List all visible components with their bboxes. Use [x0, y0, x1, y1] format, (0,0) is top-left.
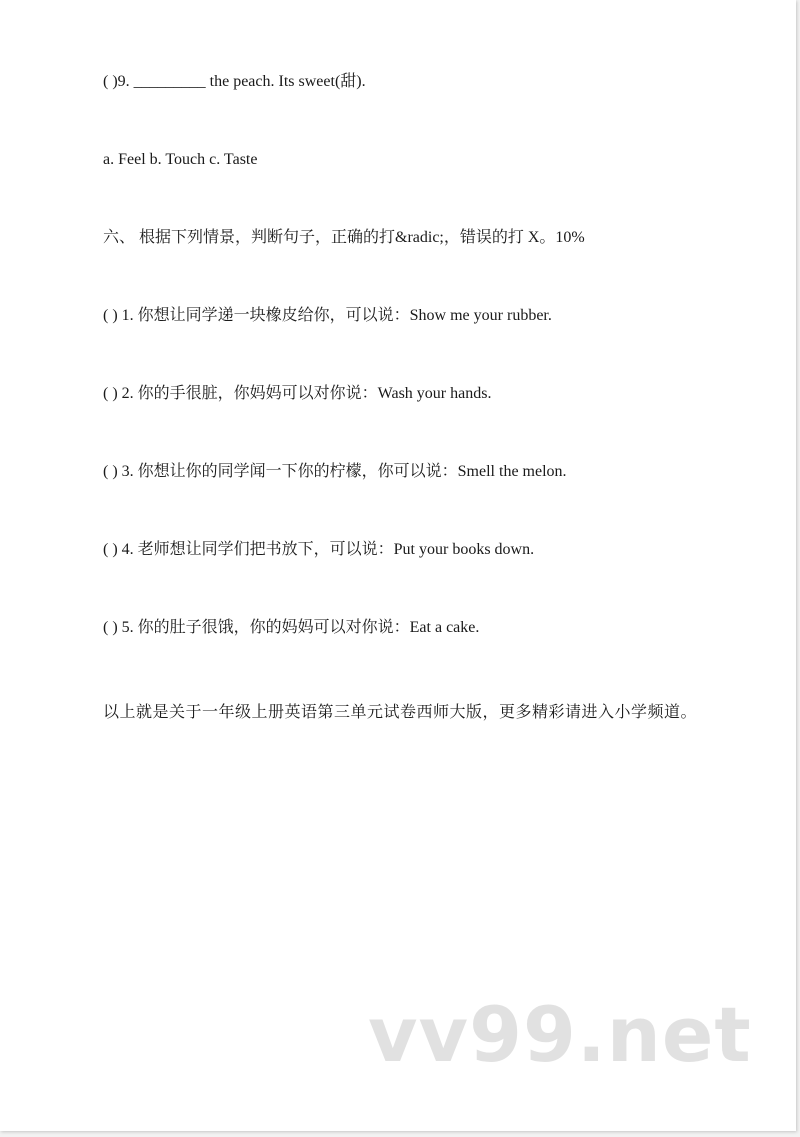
judgement-item-3: ( ) 3. 你想让你的同学闻一下你的柠檬，你可以说：Smell the melon. [103, 463, 567, 480]
judgement-item-1: ( ) 1. 你想让同学递一块橡皮给你，可以说：Show me your rubber. [103, 307, 552, 324]
section-6-heading: 六、 根据下列情景，判断句子，正确的打&radic;，错误的打 X。10% [103, 229, 585, 246]
question-9-options: a. Feel b. Touch c. Taste [103, 151, 258, 168]
judgement-item-5: ( ) 5. 你的肚子很饿，你的妈妈可以对你说：Eat a cake. [103, 619, 480, 636]
question-9: ( )9. _________ the peach. Its sweet(甜). [103, 73, 366, 90]
judgement-item-4: ( ) 4. 老师想让同学们把书放下，可以说：Put your books down. [103, 541, 535, 558]
watermark-text: vv99.net [368, 990, 752, 1079]
judgement-item-2: ( ) 2. 你的手很脏，你妈妈可以对你说：Wash your hands. [103, 385, 492, 402]
closing-paragraph: 以上就是关于一年级上册英语第三单元试卷西师大版，更多精彩请进入小学频道。 [103, 704, 698, 721]
